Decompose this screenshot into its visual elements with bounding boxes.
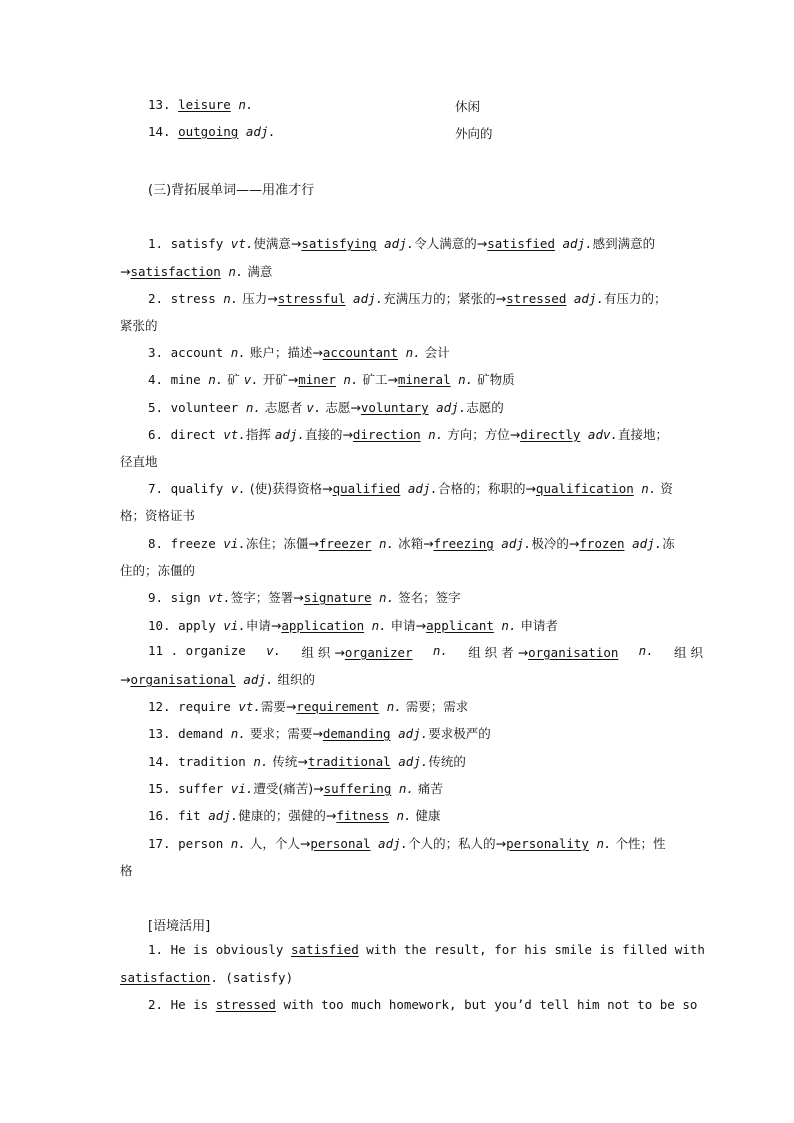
part-of-speech: adj. (245, 124, 276, 139)
sentence-1: 1. He is obviously satisfied with the result, for his smile is filled with (148, 942, 705, 957)
entry-6-cont: 径直地 (120, 454, 158, 469)
vocab-item-14: 14. outgoing adj. 外向的 (148, 124, 493, 141)
vocab-meaning: 休闲 (455, 99, 481, 114)
entry-7: 7. qualify v. (使)获得资格→qualified adj.合格的；称职的→qualification n. 资 (148, 481, 673, 496)
entry-2: 2. stress n. 压力→stressful adj.充满压力的；紧张的→stressed adj.有压力的； (148, 291, 667, 306)
vocab-word: outgoing (178, 124, 239, 139)
entry-2-cont: 紧张的 (120, 318, 158, 333)
sentence-2: 2. He is stressed with too much homework, but you’d tell him not to be so (148, 997, 698, 1012)
entry-11-cont: →organisational adj. 组织的 (120, 672, 315, 687)
entry-1-cont: →satisfaction n. 满意 (120, 264, 273, 279)
entry-14: 14. tradition n. 传统→traditional adj.传统的 (148, 754, 466, 769)
entry-6: 6. direct vt.指挥 adj.直接的→direction n. 方向；方位→directly adv.直接地； (148, 427, 669, 442)
vocab-item-13: 13. leisure n. 休闲 (148, 97, 481, 114)
entry-7-cont: 格；资格证书 (120, 508, 196, 523)
entry-17-cont: 格 (120, 863, 133, 878)
entry-8-cont: 住的；冻僵的 (120, 563, 196, 578)
entry-12: 12. require vt.需要→requirement n. 需要；需求 (148, 699, 469, 714)
sentence-1-cont: satisfaction. (satisfy) (120, 970, 294, 985)
entry-15: 15. suffer vi.遭受(痛苦)→suffering n. 痛苦 (148, 781, 443, 796)
entry-16: 16. fit adj.健康的；强健的→fitness n. 健康 (148, 808, 441, 823)
entry-10: 10. apply vi.申请→application n. 申请→applicant n. 申请者 (148, 618, 558, 633)
part-of-speech: n. (238, 97, 254, 112)
vocab-word: leisure (178, 97, 231, 112)
entry-13: 13. demand n. 要求；需要→demanding adj.要求极严的 (148, 726, 491, 741)
entry-9: 9. sign vt.签字；签署→signature n. 签名；签字 (148, 590, 461, 605)
entry-5: 5. volunteer n. 志愿者 v. 志愿→voluntary adj.志愿的 (148, 400, 504, 415)
entry-8: 8. freeze vi.冻住；冻僵→freezer n. 冰箱→freezing adj.极冷的→frozen adj.冻 (148, 536, 675, 551)
entry-17: 17. person n. 人，个人→personal adj.个人的；私人的→personality n. 个性；性 (148, 836, 666, 851)
entry-1: 1. satisfy vt.使满意→satisfying adj.令人满意的→satisfied adj.感到满意的 (148, 236, 656, 251)
entry-3: 3. account n. 账户；描述→accountant n. 会计 (148, 345, 450, 360)
context-title: [语境活用] (148, 919, 211, 934)
vocab-meaning: 外向的 (455, 126, 493, 141)
section-title: (三)背拓展单词——用准才行 (148, 183, 315, 198)
entry-11: 11 . organize v. 组 织 →organizer n. 组 织 者 →organisation n. 组 织 (148, 643, 703, 660)
entry-4: 4. mine n. 矿 v. 开矿→miner n. 矿工→mineral n. 矿物质 (148, 372, 515, 387)
